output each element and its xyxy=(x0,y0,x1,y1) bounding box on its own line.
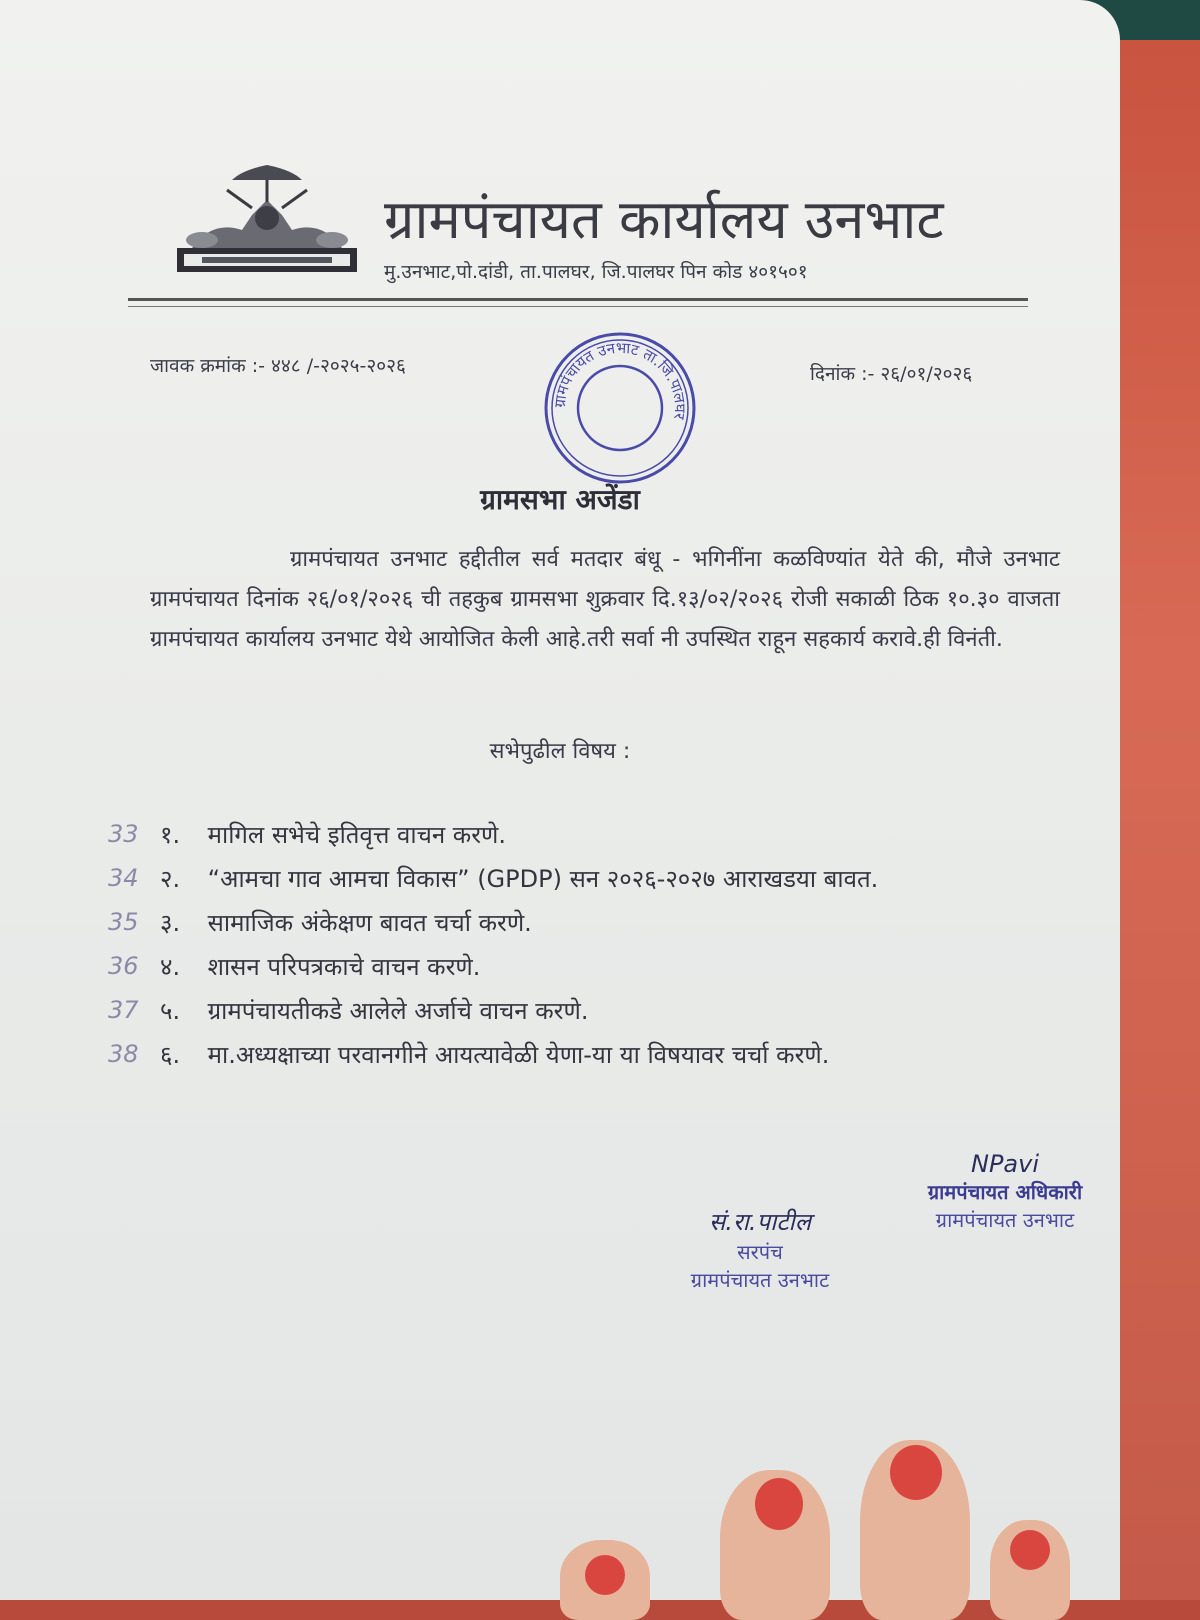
office-title: ग्रामपंचायत कार्यालय उनभाट xyxy=(384,188,944,251)
fingernail xyxy=(755,1478,803,1530)
officer-signature: NPavi xyxy=(970,1150,1039,1178)
sarpanch-signature-block xyxy=(660,1205,860,1294)
officer-title: ग्रामपंचायत अधिकारी xyxy=(927,1180,1083,1204)
sarpanch-title: सरपंच xyxy=(737,1240,783,1264)
maharashtra-emblem-icon xyxy=(172,160,362,280)
agenda-item xyxy=(108,950,878,994)
handwritten-margin-note: 34 xyxy=(108,864,139,892)
agenda-item xyxy=(108,994,878,1038)
agenda-item-number: १. xyxy=(160,821,181,849)
reference-number: जावक क्रमांक :- ४४८ /-२०२५-२०२६ xyxy=(150,355,406,377)
handwritten-margin-note: 37 xyxy=(108,996,139,1024)
agenda-item-text: सामाजिक अंकेक्षण बावत चर्चा करणे. xyxy=(207,909,532,937)
header-rule xyxy=(128,298,1028,301)
handwritten-margin-note: 38 xyxy=(108,1040,139,1068)
fingernail xyxy=(585,1555,625,1595)
agenda-item-text: मागिल सभेचे इतिवृत्त वाचन करणे. xyxy=(207,821,507,849)
agenda-item xyxy=(108,862,879,906)
sarpanch-signature: सं.रा.पाटील xyxy=(709,1208,811,1236)
agenda-item-number: ४. xyxy=(160,953,181,981)
agenda-item-text: ग्रामपंचायतीकडे आलेले अर्जाचे वाचन करणे. xyxy=(207,997,589,1025)
sarpanch-office: ग्रामपंचायत उनभाट xyxy=(690,1268,830,1292)
agenda-item-text: शासन परिपत्रकाचे वाचन करणे. xyxy=(207,953,481,981)
header-rule-thin xyxy=(128,306,1028,307)
notice-body: ग्रामपंचायत उनभाट हद्दीतील सर्व मतदार बंधू - भगिनींना कळविण्यांत येते की, मौजे उनभाट ग्रामपंचायत दिनांक २६/०१/२०२६ ची तहकुब ग्रामसभा शुक्रवार दि.१३/०२/२०२६ रोजी सकाळी ठिक १०.३० वाजता ग्रामपंचायत कार्यालय उनभाट येथे आयोजित केली आहे.तरी सर्वा नी उपस्थित राहून सहकार्य करावे.ही विनंती. xyxy=(150,547,1060,652)
agenda-item-text: मा.अध्यक्षाच्या परवानगीने आयत्यावेळी येणा-या या विषयावर चर्चा करणे. xyxy=(207,1041,830,1069)
agenda-item-number: ३. xyxy=(160,909,181,937)
agenda-item-number: ५. xyxy=(160,997,181,1025)
officer-office: ग्रामपंचायत उनभाट xyxy=(935,1208,1075,1232)
round-seal-stamp xyxy=(540,328,700,488)
handwritten-margin-note: 35 xyxy=(108,908,139,936)
seal-text: ग्रामपंचायत उनभाट ता.जि.पालघर xyxy=(550,338,690,421)
officer-signature-block xyxy=(895,1150,1115,1234)
handwritten-margin-note: 36 xyxy=(108,952,139,980)
agenda-item xyxy=(108,906,878,950)
office-address: मु.उनभाट,पो.दांडी, ता.पालघर, जि.पालघर पिन कोड ४०१५०१ xyxy=(384,261,808,283)
letter-date: दिनांक :- २६/०१/२०२६ xyxy=(810,363,973,385)
agenda-item xyxy=(108,818,878,862)
fingernail xyxy=(1010,1530,1050,1570)
agenda-list xyxy=(108,818,879,1082)
agenda-item-text: “आमचा गाव आमचा विकास” (GPDP) सन २०२६-२०२७ आराखडया बावत. xyxy=(207,865,879,893)
agenda-item-number: २. xyxy=(160,865,181,893)
subjects-heading: सभेपुढील विषय : xyxy=(489,739,631,764)
fingernail xyxy=(890,1445,942,1500)
agenda-item xyxy=(108,1038,878,1082)
agenda-item-number: ६. xyxy=(160,1041,181,1069)
handwritten-margin-note: 33 xyxy=(108,820,139,848)
agenda-title: ग्रामसभा अजेंडा xyxy=(480,483,640,516)
